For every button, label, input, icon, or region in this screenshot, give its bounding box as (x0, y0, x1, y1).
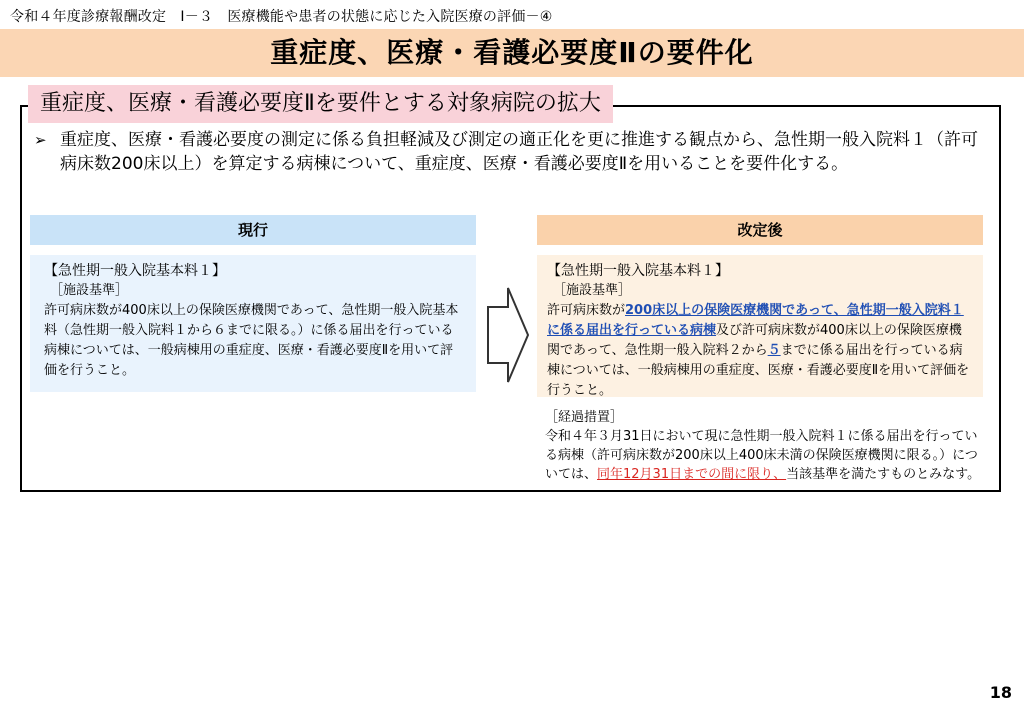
current-rule-text: 許可病床数が400床以上の保険医療機関であって、急性期一般入院基本料（急性期一般入院料１から６までに限る。）に係る届出を行っている病棟については、一般病棟用の重症度、医療・看護必要度Ⅱを用いて評価を行うこと。 (44, 303, 459, 378)
revised-highlight-1: 200床以上の保険医療機関であって、急性期一般入院料１に係る届出を行っている病棟 (547, 303, 964, 338)
bullet-arrow-icon: ➢ (34, 131, 47, 149)
page-number: 18 (989, 683, 1012, 702)
transition-measure (545, 408, 983, 484)
revised-text-part3: までに係る届出を行っている病棟については、一般病棟用の重症度、医療・看護必要度Ⅱを用いて評価を行うこと。 (547, 343, 970, 398)
transition-text (545, 427, 983, 484)
revised-criteria-label: ［施設基準］ (553, 283, 632, 298)
breadcrumb: 令和４年度診療報酬改定 Ⅰ－３ 医療機能や患者の状態に応じた入院医療の評価－④ (10, 9, 553, 25)
section-subtitle: 重症度、医療・看護必要度Ⅱを要件とする対象病院の拡大 (28, 85, 613, 123)
revised-highlight-2: ５ (767, 343, 781, 358)
current-rule-box (30, 255, 476, 392)
summary-bullet (34, 128, 989, 176)
transition-label: ［経過措置］ (545, 410, 624, 425)
revised-text-part2: 及び許可病床数が400床以上の保険医療機関であって、急性期一般入院料２から (547, 323, 962, 358)
right-arrow-icon (486, 285, 530, 385)
page-title: 重症度、医療・看護必要度Ⅱの要件化 (0, 29, 1024, 77)
transition-highlight: 同年12月31日までの間に限り、 (597, 467, 787, 482)
transition-text-part1: 令和４年３月31日において現に急性期一般入院料１に係る届出を行っている病棟（許可病床数が200床以上400床未満の保険医療機関に限る。）については、 (545, 429, 978, 482)
transition-text-part2: 当該基準を満たすものとみなす。 (786, 467, 981, 482)
revised-rule-text (547, 301, 973, 401)
revised-text-part1: 許可病床数が (547, 303, 626, 318)
revised-item-title: 【急性期一般入院基本料１】 (547, 263, 729, 279)
current-column-heading: 現行 (30, 215, 476, 245)
revised-rule-box (537, 255, 983, 397)
revised-column-heading: 改定後 (537, 215, 983, 245)
bullet-text: 重症度、医療・看護必要度の測定に係る負担軽減及び測定の適正化を更に推進する観点から、急性期一般入院料１（許可病床数200床以上）を算定する病棟について、重症度、医療・看護必要度Ⅱを用いることを要件化する。 (60, 130, 978, 174)
current-item-title: 【急性期一般入院基本料１】 (44, 263, 226, 279)
current-criteria-label: ［施設基準］ (50, 283, 129, 298)
